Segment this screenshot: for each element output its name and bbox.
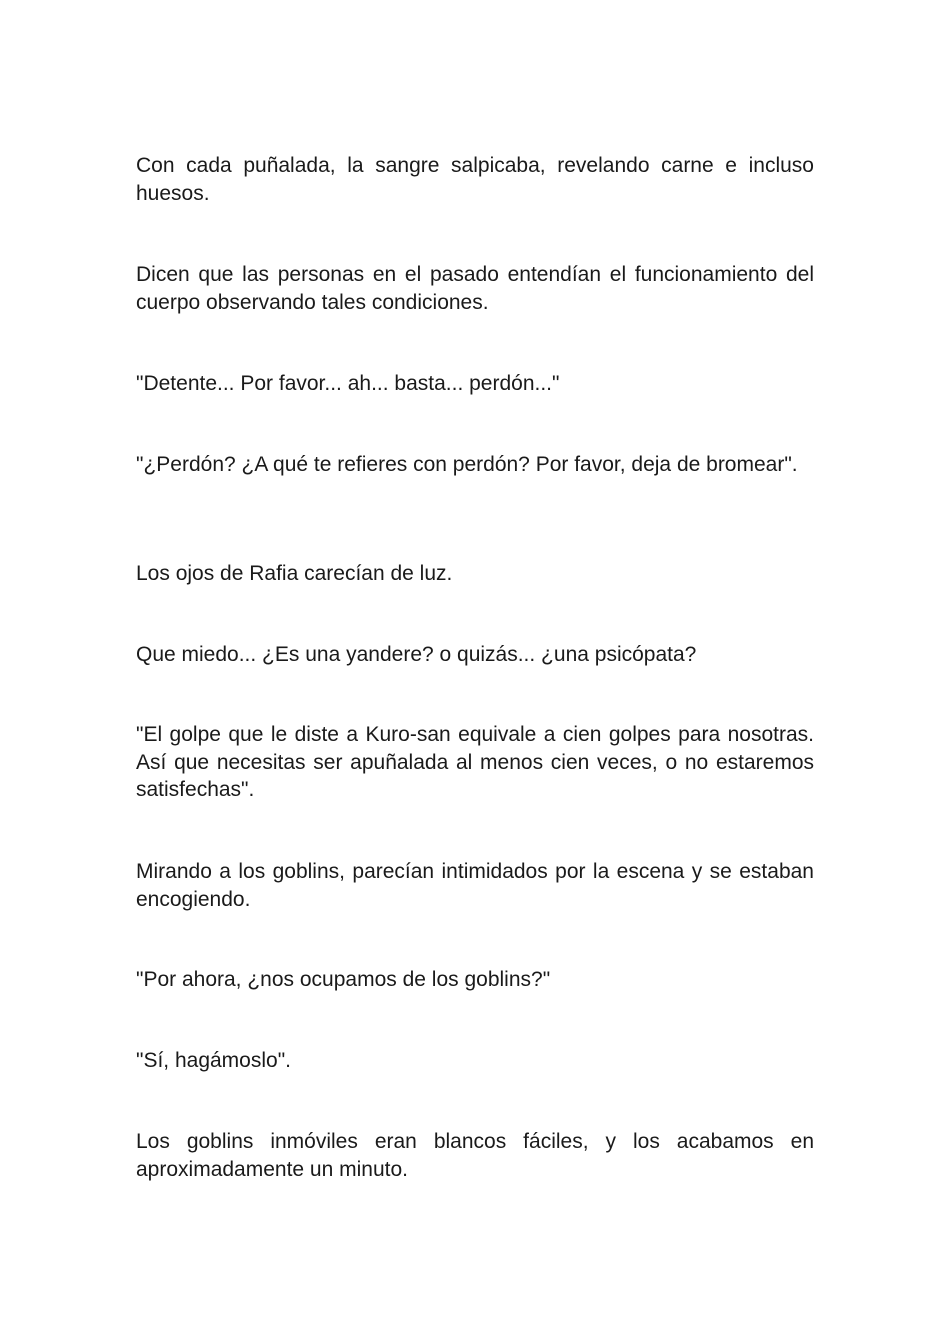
paragraph-4: "¿Perdón? ¿A qué te refieres con perdón? Por favor, deja de bromear".	[136, 453, 798, 476]
paragraph-6: Que miedo... ¿Es una yandere? o quizás... ¿una psicópata?	[136, 643, 697, 666]
paragraph-7: "El golpe que le diste a Kuro-san equivale a cien golpes para nosotras. Así que necesitas ser apuñalada al menos cien veces, o no estaremos satisfechas".	[136, 723, 814, 801]
paragraph-8: Mirando a los goblins, parecían intimidados por la escena y se estaban encogiendo.	[136, 860, 814, 911]
paragraph-3: "Detente... Por favor... ah... basta... perdón..."	[136, 372, 560, 395]
paragraph-11: Los goblins inmóviles eran blancos fáciles, y los acabamos en aproximadamente un minuto.	[136, 1130, 814, 1181]
paragraph-5: Los ojos de Rafia carecían de luz.	[136, 562, 453, 585]
paragraph-10: "Sí, hagámoslo".	[136, 1049, 291, 1072]
paragraph-9: "Por ahora, ¿nos ocupamos de los goblins?"	[136, 968, 551, 991]
paragraph-2: Dicen que las personas en el pasado entendían el funcionamiento del cuerpo observando tales condiciones.	[136, 263, 814, 314]
paragraph-1: Con cada puñalada, la sangre salpicaba, revelando carne e incluso huesos.	[136, 154, 814, 205]
